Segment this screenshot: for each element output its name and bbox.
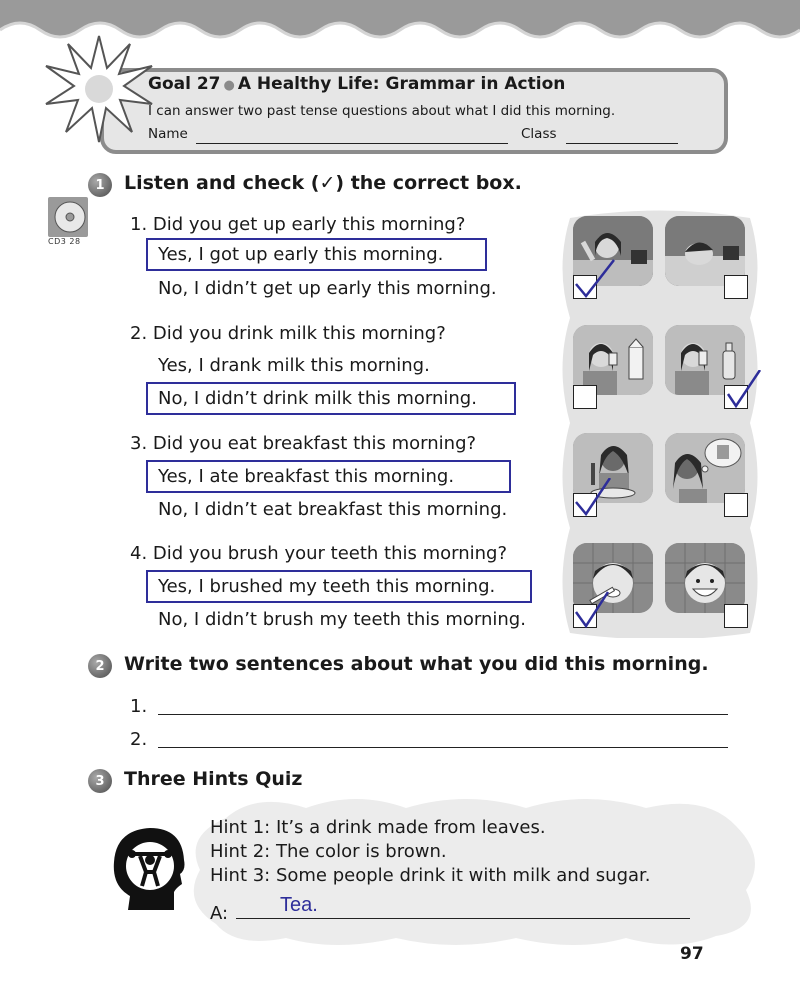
name-label: Name	[148, 126, 188, 142]
name-class-row	[148, 126, 188, 142]
write-line-1-label: 1.	[130, 696, 148, 717]
goal-title	[148, 74, 565, 94]
checkmark-4-icon	[572, 590, 618, 630]
section-1-number: 1	[88, 173, 112, 197]
write-line-2[interactable]	[158, 747, 728, 748]
checkbox-1-right[interactable]	[724, 275, 748, 299]
checkbox-3-right[interactable]	[724, 493, 748, 517]
hint-2: Hint 2: The color is brown.	[210, 841, 447, 862]
section-2-number: 2	[88, 654, 112, 678]
question-1: 1. Did you get up early this morning?	[130, 214, 466, 235]
question-4: 4. Did you brush your teeth this morning?	[130, 543, 508, 564]
cd-track-label: CD3 28	[48, 237, 81, 246]
question-2-no[interactable]: No, I didn’t drink milk this morning.	[158, 388, 477, 409]
question-4-no[interactable]: No, I didn’t brush my teeth this morning.	[158, 609, 526, 630]
bullet-dot-icon: ●	[223, 78, 235, 93]
class-field[interactable]	[566, 143, 678, 144]
checkmark-3-icon	[572, 478, 618, 518]
question-4-yes[interactable]: Yes, I brushed my teeth this morning.	[158, 576, 496, 597]
checkmark-1-icon	[572, 258, 618, 298]
question-1-no[interactable]: No, I didn’t get up early this morning.	[158, 278, 497, 299]
class-label: Class	[521, 126, 557, 142]
question-1-yes[interactable]: Yes, I got up early this morning.	[158, 244, 444, 265]
write-line-2-label: 2.	[130, 729, 148, 750]
checkbox-2-left[interactable]	[573, 385, 597, 409]
write-line-1[interactable]	[158, 714, 728, 715]
hint-3: Hint 3: Some people drink it with milk and sugar.	[210, 865, 651, 886]
picture-boy-smiling	[665, 543, 745, 613]
checkmark-2-icon	[724, 370, 770, 410]
goal-number: Goal 27	[148, 74, 221, 94]
starburst-icon	[44, 34, 154, 144]
question-2: 2. Did you drink milk this morning?	[130, 323, 446, 344]
section-1-title: Listen and check (✓) the correct box.	[124, 172, 522, 194]
section-3-number: 3	[88, 769, 112, 793]
question-3-yes[interactable]: Yes, I ate breakfast this morning.	[158, 466, 455, 487]
page-number: 97	[680, 944, 704, 964]
name-field[interactable]	[196, 143, 508, 144]
hint-1: Hint 1: It’s a drink made from leaves.	[210, 817, 546, 838]
checkbox-4-right[interactable]	[724, 604, 748, 628]
goal-subject: A Healthy Life: Grammar in Action	[237, 74, 566, 94]
answer-label: A:	[210, 903, 229, 924]
section-2-title: Write two sentences about what you did this morning.	[124, 653, 709, 675]
section-3-title: Three Hints Quiz	[124, 768, 303, 790]
thinking-head-icon	[110, 826, 188, 912]
question-3-no[interactable]: No, I didn’t eat breakfast this morning.	[158, 499, 508, 520]
answer-value: Tea.	[280, 894, 318, 916]
goal-objective: I can answer two past tense questions about what I did this morning.	[148, 103, 616, 119]
question-2-yes[interactable]: Yes, I drank milk this morning.	[158, 355, 430, 376]
answer-field[interactable]	[236, 918, 690, 919]
cd-icon	[48, 197, 88, 237]
question-3: 3. Did you eat breakfast this morning?	[130, 433, 477, 454]
